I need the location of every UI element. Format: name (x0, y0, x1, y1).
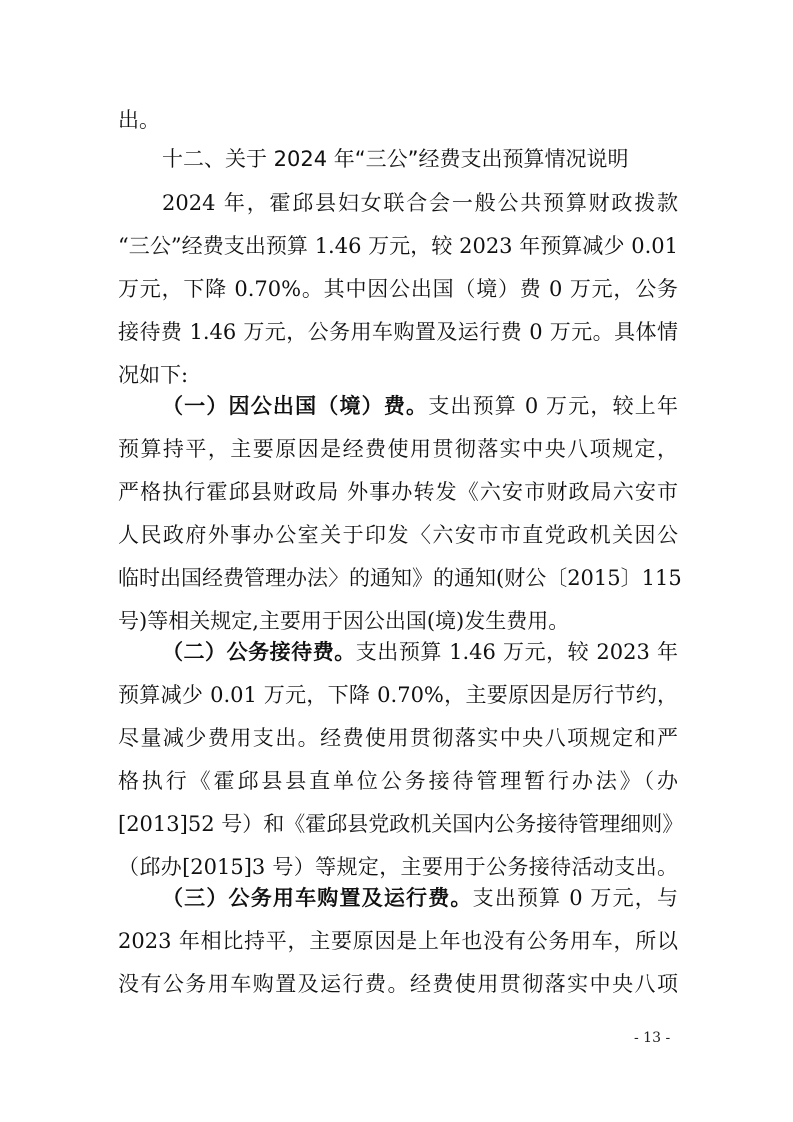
body-line: 格执行《霍邱县县直单位公务接待管理暂行办法》（办 (118, 769, 678, 793)
body-line: 预算持平，主要原因是经费使用贯彻落实中央八项规定， (118, 437, 678, 461)
body-line: 万元，下降 0.70%。其中因公出国（境）费 0 万元，公务 (118, 277, 678, 301)
body-line: （邱办[2015]3 号）等规定，主要用于公务接待活动支出。 (118, 855, 678, 879)
body-line: 没有公务用车购置及运行费。经费使用贯彻落实中央八项 (118, 972, 678, 996)
body-text: 支出预算 0 万元，较上年 (428, 394, 678, 418)
page-number: - 13 - (634, 1030, 671, 1046)
section-heading: 十二、关于 2024 年“三公”经费支出预算情况说明 (162, 147, 629, 171)
body-line: 号)等相关规定,主要用于因公出国(境)发生费用。 (118, 609, 570, 633)
body-text: 支出预算 1.46 万元，较 2023 年 (355, 640, 679, 664)
subheading-reception: （二）公务接待费。 (162, 639, 356, 664)
body-line: 尽量减少费用支出。经费使用贯彻落实中央八项规定和严 (118, 726, 678, 750)
paragraph-line (162, 392, 678, 420)
body-line: 临时出国经费管理办法〉的通知》的通知(财公〔2015〕115 (118, 566, 682, 590)
body-line: 况如下: (118, 363, 189, 387)
subheading-vehicles: （三）公务用车购置及运行费。 (162, 885, 473, 910)
body-line: 出。 (118, 108, 160, 132)
body-text: 支出预算 0 万元，与 (472, 886, 678, 910)
body-line: 接待费 1.46 万元，公务用车购置及运行费 0 万元。具体情 (118, 320, 678, 344)
body-line: 人民政府外事办公室关于印发〈六安市市直党政机关因公 (118, 523, 678, 547)
body-line: 严格执行霍邱县财政局 外事办转发《六安市财政局六安市 (118, 480, 678, 504)
paragraph-line (162, 638, 678, 666)
body-line: 2023 年相比持平，主要原因是上年也没有公务用车，所以 (118, 929, 678, 953)
body-line: [2013]52 号）和《霍邱县党政机关国内公务接待管理细则》 (118, 812, 684, 836)
body-line: “三公”经费支出预算 1.46 万元，较 2023 年预算减少 0.01 (118, 234, 678, 258)
subheading-outbound-travel: （一）因公出国（境）费。 (162, 393, 429, 418)
body-line: 预算减少 0.01 万元，下降 0.70%，主要原因是厉行节约， (118, 683, 678, 707)
body-line: 2024 年，霍邱县妇女联合会一般公共预算财政拨款 (162, 191, 678, 215)
paragraph-line (162, 884, 678, 912)
